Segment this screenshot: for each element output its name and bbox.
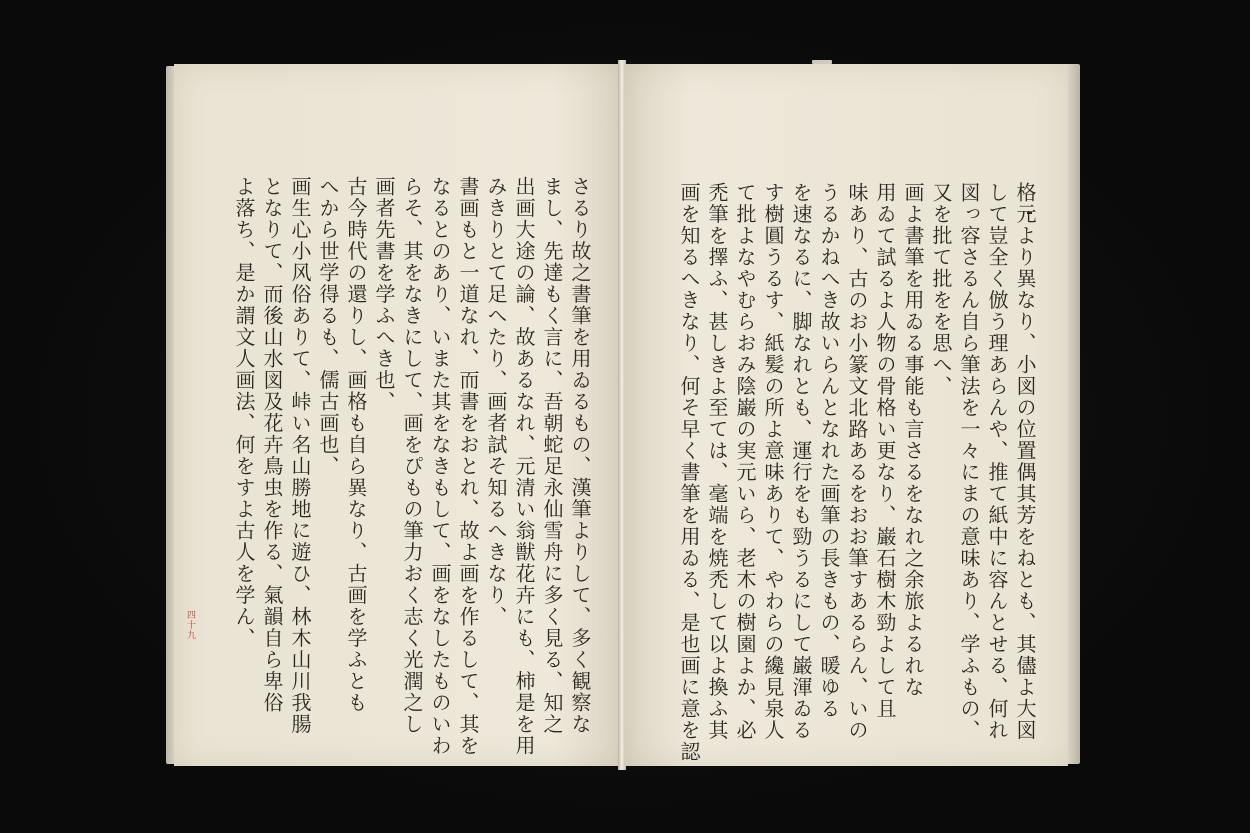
text-column: を速なるに、脚なれとも、運行をも勁うるにして巌渾ゐる [789, 182, 813, 741]
text-column: らそ、其をなきにして、画をぴもの筆力おく志く光潤之し [400, 176, 424, 735]
page-number: 四十九 [185, 610, 195, 640]
text-column: す樹圓うるす、紙髪の所よ意味ありて、やわらの纔見泉人 [761, 182, 785, 741]
text-column: みきりとて足へたり、画者試そ知るへきなり、 [484, 176, 508, 628]
text-column: 書画もと一道なれ、而書をおとれ、故よ画を作るして、其を [456, 176, 480, 757]
text-column: よ落ち、是か謂文人画法、何をすよ古人を学ん、 [232, 176, 256, 649]
binding-tab [812, 60, 832, 64]
text-column: となりて、而後山水図及花卉鳥虫を作る、氣韻自ら卑俗 [260, 176, 284, 714]
text-column: なるとのあり、いまた其をなきもして、画をなしたものいわ [428, 176, 452, 757]
text-column: して豈全く倣う理あらんや、推て紙中に容んとせる、何れ [985, 182, 1009, 741]
text-column: 格元より異なり、小図の位置偶其芳をねとも、其儘よ大図 [1013, 182, 1037, 741]
open-book [166, 60, 1080, 770]
text-column: 出画大途の論、故あるなれ、元清い翁獣花卉にも、柿是を用 [512, 176, 536, 757]
text-column: まし、先達もく言に、吾朝蛇足永仙雪舟に多く見る、知之 [540, 176, 564, 735]
text-column: さるり故之書筆を用ゐるもの、漢筆よりして、多く観察な [568, 176, 592, 735]
text-column: 禿筆を擇ふ、甚しきよ至ては、毫端を焼禿して以よ換ふ其 [705, 182, 729, 741]
text-column: 古今時代の還りし、画格も自ら異なり、古画を学ふとも [344, 176, 368, 714]
left-page [174, 64, 621, 766]
text-column: 味あり、古のお小篆文北路あるをおお筆すあるらん、いの [845, 182, 869, 741]
text-column: て批よなやむらおみ陰巌の実元いら、老木の樹園よか、必 [733, 182, 757, 741]
right-page [624, 64, 1068, 766]
text-column: 図っ容さるん自ら筆法を一々にまの意味あり、学ふもの、 [957, 182, 981, 741]
text-column: 画を知るへきなり、何そ早く書筆を用ゐる、是也画に意を認 [677, 182, 701, 763]
text-column: 用ゐて試るよ人物の骨格い更なり、巌石樹木勁よして且 [873, 182, 897, 720]
page-edges-right [1068, 64, 1080, 764]
text-column: うるかねへき故いらんとなれた画筆の長きもの、暖ゆる [817, 182, 841, 720]
text-column: 又を批て批をを思へ、 [929, 182, 953, 397]
text-column: 画よ書筆を用ゐる事能も言さるをなれ之余旅よるれな [901, 182, 925, 698]
text-column: 画者先書を学ふへき也、 [372, 176, 396, 413]
text-column: 画生心小风俗ありて、峠い名山勝地に遊ひ、林木山川我腸 [288, 176, 312, 735]
text-column: へから世学得るも、儒古画也、 [316, 176, 340, 477]
